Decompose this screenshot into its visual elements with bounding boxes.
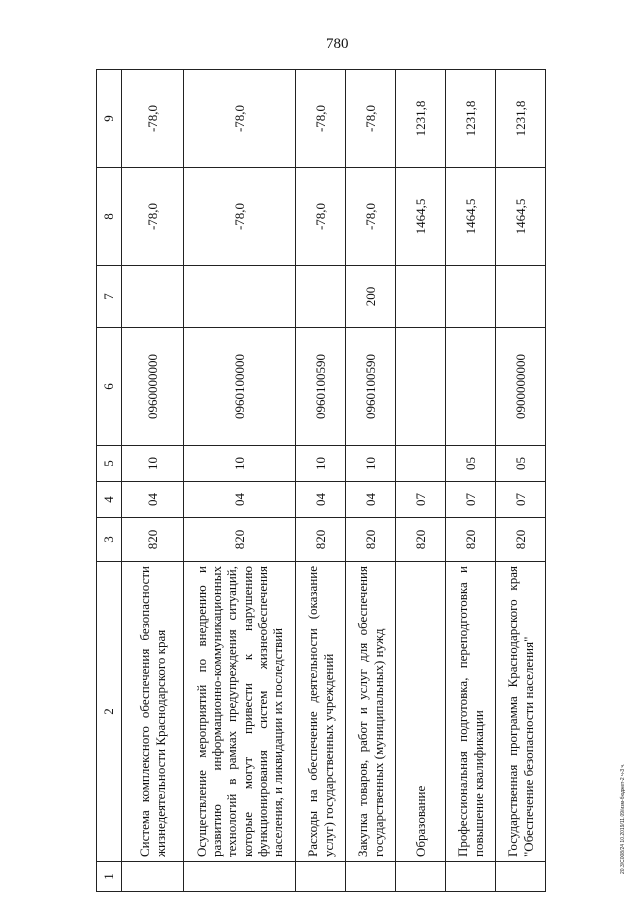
cell-sum-2: -78,0 xyxy=(296,70,346,168)
cell-num xyxy=(496,862,546,892)
cell-razdel: 07 xyxy=(496,482,546,518)
cell-num xyxy=(184,862,296,892)
cell-sum-2: -78,0 xyxy=(184,70,296,168)
col-header-6: 6 xyxy=(97,328,122,446)
budget-table xyxy=(96,69,546,892)
cell-csr xyxy=(396,328,446,446)
cell-name: Осуществление мероприятий по внедрению и развитию информационно-коммуникационных технологий в рамках предупреждения ситуаций, которые могут привести к нарушению функционирования систем жизнеобеспечения населения, и ликвидации их последствий xyxy=(184,562,296,862)
cell-vedomstvo: 820 xyxy=(184,518,296,562)
cell-name: Профессиональная подготовка, переподготовка и повышение квалификации xyxy=(446,562,496,862)
cell-name: Образование xyxy=(396,562,446,862)
cell-podrazdel: 10 xyxy=(346,446,396,482)
cell-sum-2: 1231,8 xyxy=(446,70,496,168)
cell-sum-1: 1464,5 xyxy=(396,168,446,266)
cell-num xyxy=(122,862,184,892)
table-row xyxy=(496,70,546,892)
cell-sum-1: -78,0 xyxy=(184,168,296,266)
cell-vr xyxy=(396,266,446,328)
cell-vedomstvo: 820 xyxy=(496,518,546,562)
cell-name: Система комплексного обеспечения безопасности жизнедеятельности Краснодарского края xyxy=(122,562,184,862)
cell-razdel: 04 xyxy=(184,482,296,518)
col-header-7: 7 xyxy=(97,266,122,328)
cell-csr: 0960100590 xyxy=(346,328,396,446)
cell-vedomstvo: 820 xyxy=(446,518,496,562)
table-row xyxy=(396,70,446,892)
col-header-8: 8 xyxy=(97,168,122,266)
col-header-3: 3 xyxy=(97,518,122,562)
cell-vr xyxy=(446,266,496,328)
cell-podrazdel: 05 xyxy=(496,446,546,482)
cell-razdel: 04 xyxy=(346,482,396,518)
cell-podrazdel: 10 xyxy=(296,446,346,482)
side-note: 20.3/С008/24 10.2019/11.09/изм-бюджет-2 ч-3 ч. xyxy=(620,763,626,874)
cell-csr: 0900000000 xyxy=(496,328,546,446)
table-row xyxy=(184,70,296,892)
cell-vedomstvo: 820 xyxy=(396,518,446,562)
table-row xyxy=(346,70,396,892)
cell-num xyxy=(396,862,446,892)
page-number: 780 xyxy=(326,36,349,52)
cell-vedomstvo: 820 xyxy=(296,518,346,562)
cell-vr xyxy=(496,266,546,328)
cell-podrazdel xyxy=(396,446,446,482)
cell-name: Расходы на обеспечение деятельности (оказание услуг) государственных учреждений xyxy=(296,562,346,862)
cell-razdel: 04 xyxy=(296,482,346,518)
cell-sum-2: -78,0 xyxy=(122,70,184,168)
cell-csr: 0960100000 xyxy=(184,328,296,446)
cell-num xyxy=(296,862,346,892)
cell-razdel: 07 xyxy=(396,482,446,518)
table-row xyxy=(446,70,496,892)
table-row xyxy=(122,70,184,892)
col-header-4: 4 xyxy=(97,482,122,518)
cell-csr: 0960000000 xyxy=(122,328,184,446)
cell-sum-2: 1231,8 xyxy=(496,70,546,168)
cell-sum-1: -78,0 xyxy=(296,168,346,266)
cell-razdel: 07 xyxy=(446,482,496,518)
budget-table-rotated xyxy=(96,70,636,892)
column-number-row xyxy=(97,70,122,892)
cell-num xyxy=(446,862,496,892)
cell-vr xyxy=(296,266,346,328)
cell-num xyxy=(346,862,396,892)
cell-vr xyxy=(184,266,296,328)
cell-podrazdel: 05 xyxy=(446,446,496,482)
col-header-5: 5 xyxy=(97,446,122,482)
col-header-9: 9 xyxy=(97,70,122,168)
cell-sum-2: 1231,8 xyxy=(396,70,446,168)
cell-podrazdel: 10 xyxy=(122,446,184,482)
cell-vedomstvo: 820 xyxy=(122,518,184,562)
cell-sum-1: 1464,5 xyxy=(446,168,496,266)
cell-sum-1: 1464,5 xyxy=(496,168,546,266)
cell-razdel: 04 xyxy=(122,482,184,518)
cell-sum-1: -78,0 xyxy=(346,168,396,266)
cell-sum-2: -78,0 xyxy=(346,70,396,168)
cell-vr: 200 xyxy=(346,266,396,328)
cell-name: Закупка товаров, работ и услуг для обеспечения государственных (муниципальных) нужд xyxy=(346,562,396,862)
cell-sum-1: -78,0 xyxy=(122,168,184,266)
table-row xyxy=(296,70,346,892)
cell-csr: 0960100590 xyxy=(296,328,346,446)
cell-vedomstvo: 820 xyxy=(346,518,396,562)
cell-name: Государственная программа Краснодарского края "Обеспечение безопасности населения" xyxy=(496,562,546,862)
col-header-2: 2 xyxy=(97,562,122,862)
cell-podrazdel: 10 xyxy=(184,446,296,482)
cell-csr xyxy=(446,328,496,446)
col-header-1: 1 xyxy=(97,862,122,892)
cell-vr xyxy=(122,266,184,328)
